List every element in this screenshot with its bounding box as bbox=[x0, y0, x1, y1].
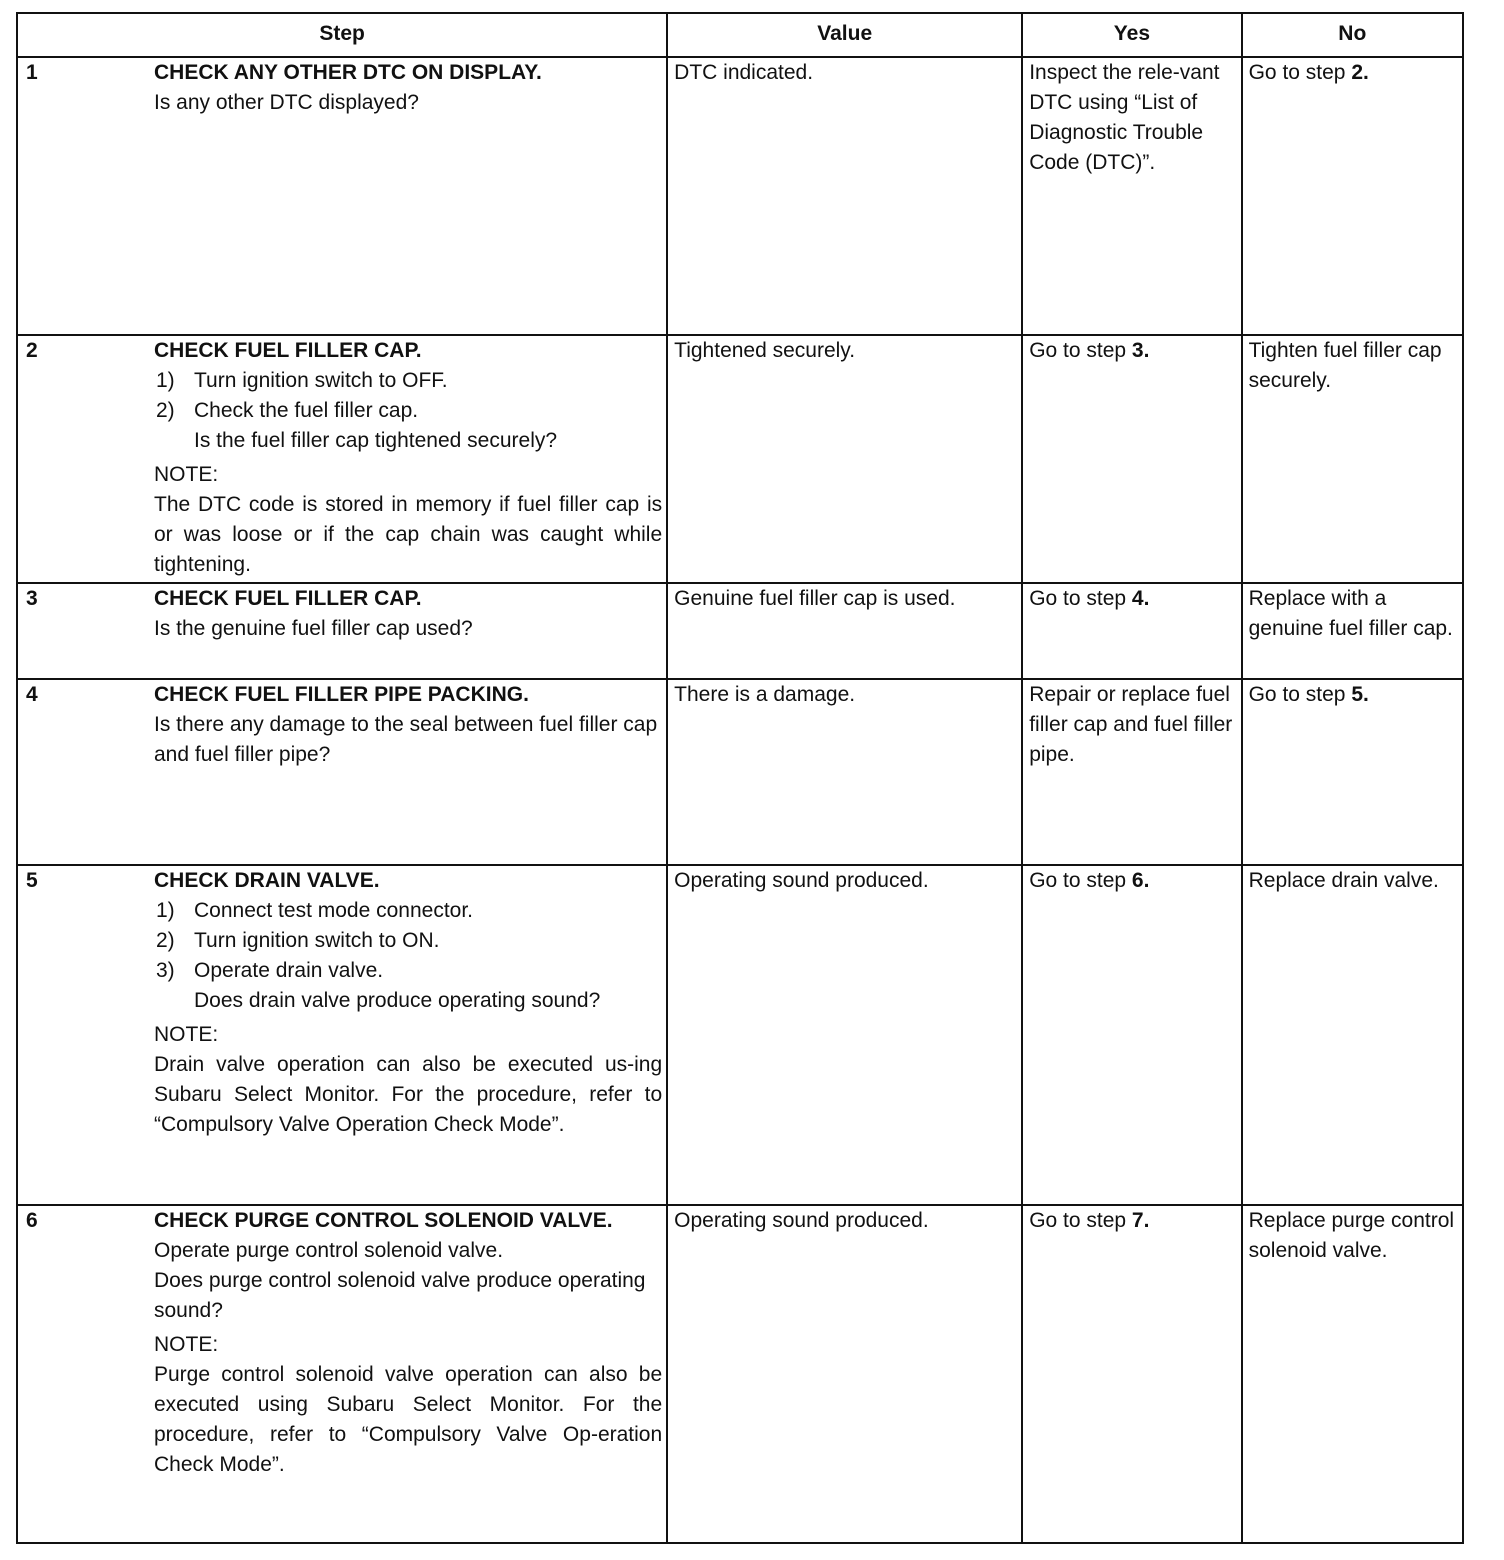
step-cell bbox=[18, 1206, 666, 1542]
table-row bbox=[18, 582, 1462, 678]
step-cell bbox=[18, 58, 666, 334]
header-yes: Yes bbox=[1021, 14, 1240, 56]
step-question: Does purge control solenoid valve produce operating sound? bbox=[154, 1269, 646, 1322]
no-step-ref: 5. bbox=[1351, 683, 1369, 706]
table-row bbox=[18, 678, 1462, 864]
step-number: 4 bbox=[26, 683, 38, 706]
step-cell bbox=[18, 584, 666, 678]
header-value: Value bbox=[666, 14, 1021, 56]
yes-step-ref: 7. bbox=[1131, 1209, 1150, 1232]
step-number: 5 bbox=[26, 869, 38, 892]
no-cell: Tighten fuel filler cap securely. bbox=[1241, 336, 1462, 582]
value-cell: Tightened securely. bbox=[666, 336, 1021, 582]
step-number: 2 bbox=[26, 339, 38, 362]
note-label: NOTE: bbox=[154, 1333, 219, 1356]
table-row bbox=[18, 56, 1462, 334]
no-cell: Replace drain valve. bbox=[1241, 866, 1462, 1204]
step-title: CHECK FUEL FILLER PIPE PACKING. bbox=[154, 683, 529, 706]
list-item: 2) Check the fuel filler cap. bbox=[156, 399, 419, 422]
value-cell: Operating sound produced. bbox=[666, 1206, 1021, 1542]
step-cell bbox=[18, 336, 666, 582]
note-label: NOTE: bbox=[154, 1023, 219, 1046]
step-title: CHECK FUEL FILLER CAP. bbox=[154, 587, 422, 610]
yes-cell: Inspect the rele-vant DTC using “List of Diagnostic Trouble Code (DTC)”. bbox=[1021, 58, 1240, 334]
table-row bbox=[18, 1204, 1462, 1542]
header-step: Step bbox=[319, 22, 365, 45]
step-title: CHECK FUEL FILLER CAP. bbox=[154, 339, 422, 362]
step-question: Is there any damage to the seal between fuel filler cap and fuel filler pipe? bbox=[154, 713, 658, 766]
no-cell bbox=[1241, 680, 1462, 864]
value-cell: Operating sound produced. bbox=[666, 866, 1021, 1204]
note-label: NOTE: bbox=[154, 463, 219, 486]
note-text: Drain valve operation can also be executed us-ing Subaru Select Monitor. For the procedure, refer to “Compulsory Valve Operation Check Mode”. bbox=[154, 1053, 663, 1136]
no-prefix: Go to step bbox=[1248, 61, 1352, 84]
step-question: Is any other DTC displayed? bbox=[154, 91, 419, 114]
step-title: CHECK ANY OTHER DTC ON DISPLAY. bbox=[154, 61, 542, 84]
table-row bbox=[18, 334, 1462, 582]
no-step-ref: 2. bbox=[1351, 61, 1369, 84]
yes-cell bbox=[1021, 1206, 1240, 1542]
value-cell: Genuine fuel filler cap is used. bbox=[666, 584, 1021, 678]
step-cell bbox=[18, 680, 666, 864]
step-question: Is the genuine fuel filler cap used? bbox=[154, 617, 473, 640]
list-item: 1) Turn ignition switch to OFF. bbox=[156, 369, 448, 392]
note-text: Purge control solenoid valve operation can also be executed using Subaru Select Monitor. For the procedure, refer to “Compulsory Valve Op-eration Check Mode”. bbox=[154, 1363, 663, 1476]
table-header bbox=[18, 14, 1462, 56]
header-no: No bbox=[1241, 14, 1462, 56]
no-cell bbox=[1241, 58, 1462, 334]
step-number: 3 bbox=[26, 587, 38, 610]
step-number: 1 bbox=[26, 61, 38, 84]
yes-prefix: Go to step bbox=[1029, 869, 1132, 892]
step-question: Is the fuel filler cap tightened securely? bbox=[194, 429, 558, 452]
yes-step-ref: 6. bbox=[1131, 869, 1150, 892]
yes-cell bbox=[1021, 336, 1240, 582]
yes-prefix: Go to step bbox=[1029, 339, 1132, 362]
yes-step-ref: 3. bbox=[1131, 339, 1150, 362]
list-item: 3) Operate drain valve. bbox=[156, 959, 384, 982]
note-text: The DTC code is stored in memory if fuel filler cap is or was loose or if the cap chain was caught while tightening. bbox=[154, 493, 663, 576]
value-cell: DTC indicated. bbox=[666, 58, 1021, 334]
value-cell: There is a damage. bbox=[666, 680, 1021, 864]
yes-step-ref: 4. bbox=[1131, 587, 1150, 610]
no-prefix: Go to step bbox=[1248, 683, 1352, 706]
yes-cell bbox=[1021, 866, 1240, 1204]
table-row bbox=[18, 864, 1462, 1204]
yes-prefix: Go to step bbox=[1029, 1209, 1132, 1232]
no-cell: Replace purge control solenoid valve. bbox=[1241, 1206, 1462, 1542]
step-number: 6 bbox=[26, 1209, 38, 1232]
yes-prefix: Go to step bbox=[1029, 587, 1132, 610]
list-item: 1) Connect test mode connector. bbox=[156, 899, 473, 922]
step-question: Does drain valve produce operating sound? bbox=[194, 989, 601, 1012]
step-instruction: Operate purge control solenoid valve. bbox=[154, 1239, 504, 1262]
step-title: CHECK PURGE CONTROL SOLENOID VALVE. bbox=[154, 1209, 613, 1232]
no-cell: Replace with a genuine fuel filler cap. bbox=[1241, 584, 1462, 678]
yes-cell: Repair or replace fuel filler cap and fuel filler pipe. bbox=[1021, 680, 1240, 864]
list-item: 2) Turn ignition switch to ON. bbox=[156, 929, 440, 952]
step-title: CHECK DRAIN VALVE. bbox=[154, 869, 380, 892]
yes-cell bbox=[1021, 584, 1240, 678]
diagnostic-table bbox=[16, 12, 1464, 1544]
step-cell bbox=[18, 866, 666, 1204]
